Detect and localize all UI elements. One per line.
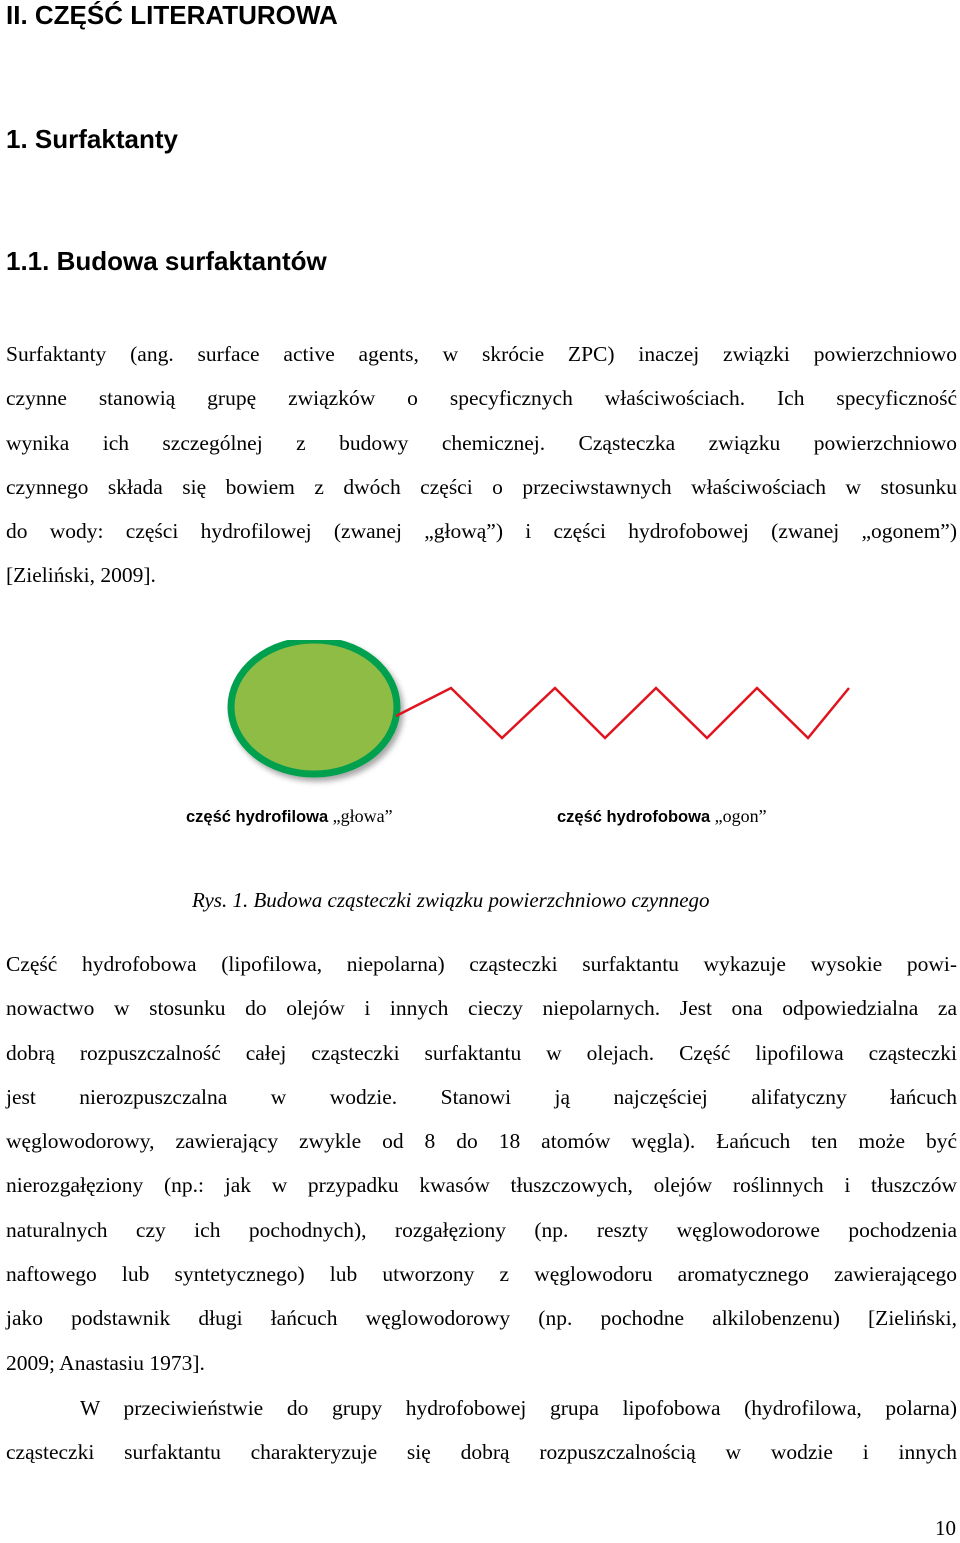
hydrophobic-tail-zigzag [396, 688, 849, 738]
paragraph-line: naftowego lub syntetycznego) lub utworzony z węglowodoru aromatycznego zawierającego [6, 1262, 957, 1287]
paragraph-line: czynne stanowią grupę związków o specyficznych właściwościach. Ich specyficzność [6, 386, 957, 411]
paragraph-line: cząsteczki surfaktantu charakteryzuje się dobrą rozpuszczalnością w wodzie i innych [6, 1440, 957, 1465]
paragraph-line: nowactwo w stosunku do olejów i innych cieczy niepolarnych. Jest ona odpowiedzialna za [6, 996, 957, 1021]
paragraph-line: czynnego składa się bowiem z dwóch części o przeciwstawnych właściwościach w stosunku [6, 474, 957, 499]
section-heading: 1. Surfaktanty [6, 124, 178, 154]
paragraph-line: [Zieliński, 2009]. [6, 563, 156, 588]
molecule-figure [0, 640, 960, 870]
paragraph-line: węglowodorowy, zawierający zwykle od 8 do 18 atomów węgla). Łańcuch ten może być [6, 1129, 957, 1154]
part-heading: II. CZĘŚĆ LITERATUROWA [6, 0, 338, 30]
hydrophilic-label-rest: „głowa” [328, 806, 393, 826]
paragraph-line: Surfaktanty (ang. surface active agents, w skrócie ZPC) inaczej związki powierzchniowo [6, 342, 957, 366]
paragraph-line: nierozgałęziony (np.: jak w przypadku kwasów tłuszczowych, olejów roślinnych i tłuszczów [6, 1173, 957, 1198]
paragraph-hydrophobic [6, 942, 957, 1385]
hydrophilic-label [186, 806, 393, 827]
page-number: 10 [935, 1516, 956, 1540]
hydrophobic-label-bold: część hydrofobowa [557, 808, 711, 826]
hydrophobic-label-rest: „ogon” [710, 806, 767, 826]
figure-caption: Rys. 1. Budowa cząsteczki związku powierzchniowo czynnego [192, 888, 710, 912]
paragraph-line: wynika ich szczególnej z budowy chemicznej. Cząsteczka związku powierzchniowo [6, 430, 957, 455]
hydrophilic-label-bold: część hydrofilowa [186, 808, 329, 826]
paragraph-line: naturalnych czy ich pochodnych), rozgałęziony (np. reszty węglowodorowe pochodzenia [6, 1217, 957, 1242]
paragraph-line: Część hydrofobowa (lipofilowa, niepolarna) cząsteczki surfaktantu wykazuje wysokie powi- [6, 952, 957, 976]
paragraph-line: jest nierozpuszczalna w wodzie. Stanowi ją najczęściej alifatyczny łańcuch [6, 1084, 957, 1109]
hydrophilic-head-ellipse [231, 640, 397, 774]
molecule-diagram [0, 640, 960, 870]
paragraph-hydrophilic [6, 1386, 957, 1475]
paragraph-line: 2009; Anastasiu 1973]. [6, 1350, 205, 1375]
subsection-heading: 1.1. Budowa surfaktantów [6, 246, 327, 276]
hydrophobic-label [557, 806, 767, 827]
paragraph-line: do wody: części hydrofilowej (zwanej „głową”) i części hydrofobowej (zwanej „ogonem”) [6, 519, 957, 544]
paragraph-intro [6, 332, 957, 598]
paragraph-line: dobrą rozpuszczalność całej cząsteczki surfaktantu w olejach. Część lipofilowa cząsteczki [6, 1040, 957, 1065]
paragraph-line: jako podstawnik długi łańcuch węglowodorowy (np. pochodne alkilobenzenu) [Zieliński, [6, 1306, 957, 1331]
paragraph-line: W przeciwieństwie do grupy hydrofobowej grupa lipofobowa (hydrofilowa, polarna) [80, 1396, 957, 1420]
